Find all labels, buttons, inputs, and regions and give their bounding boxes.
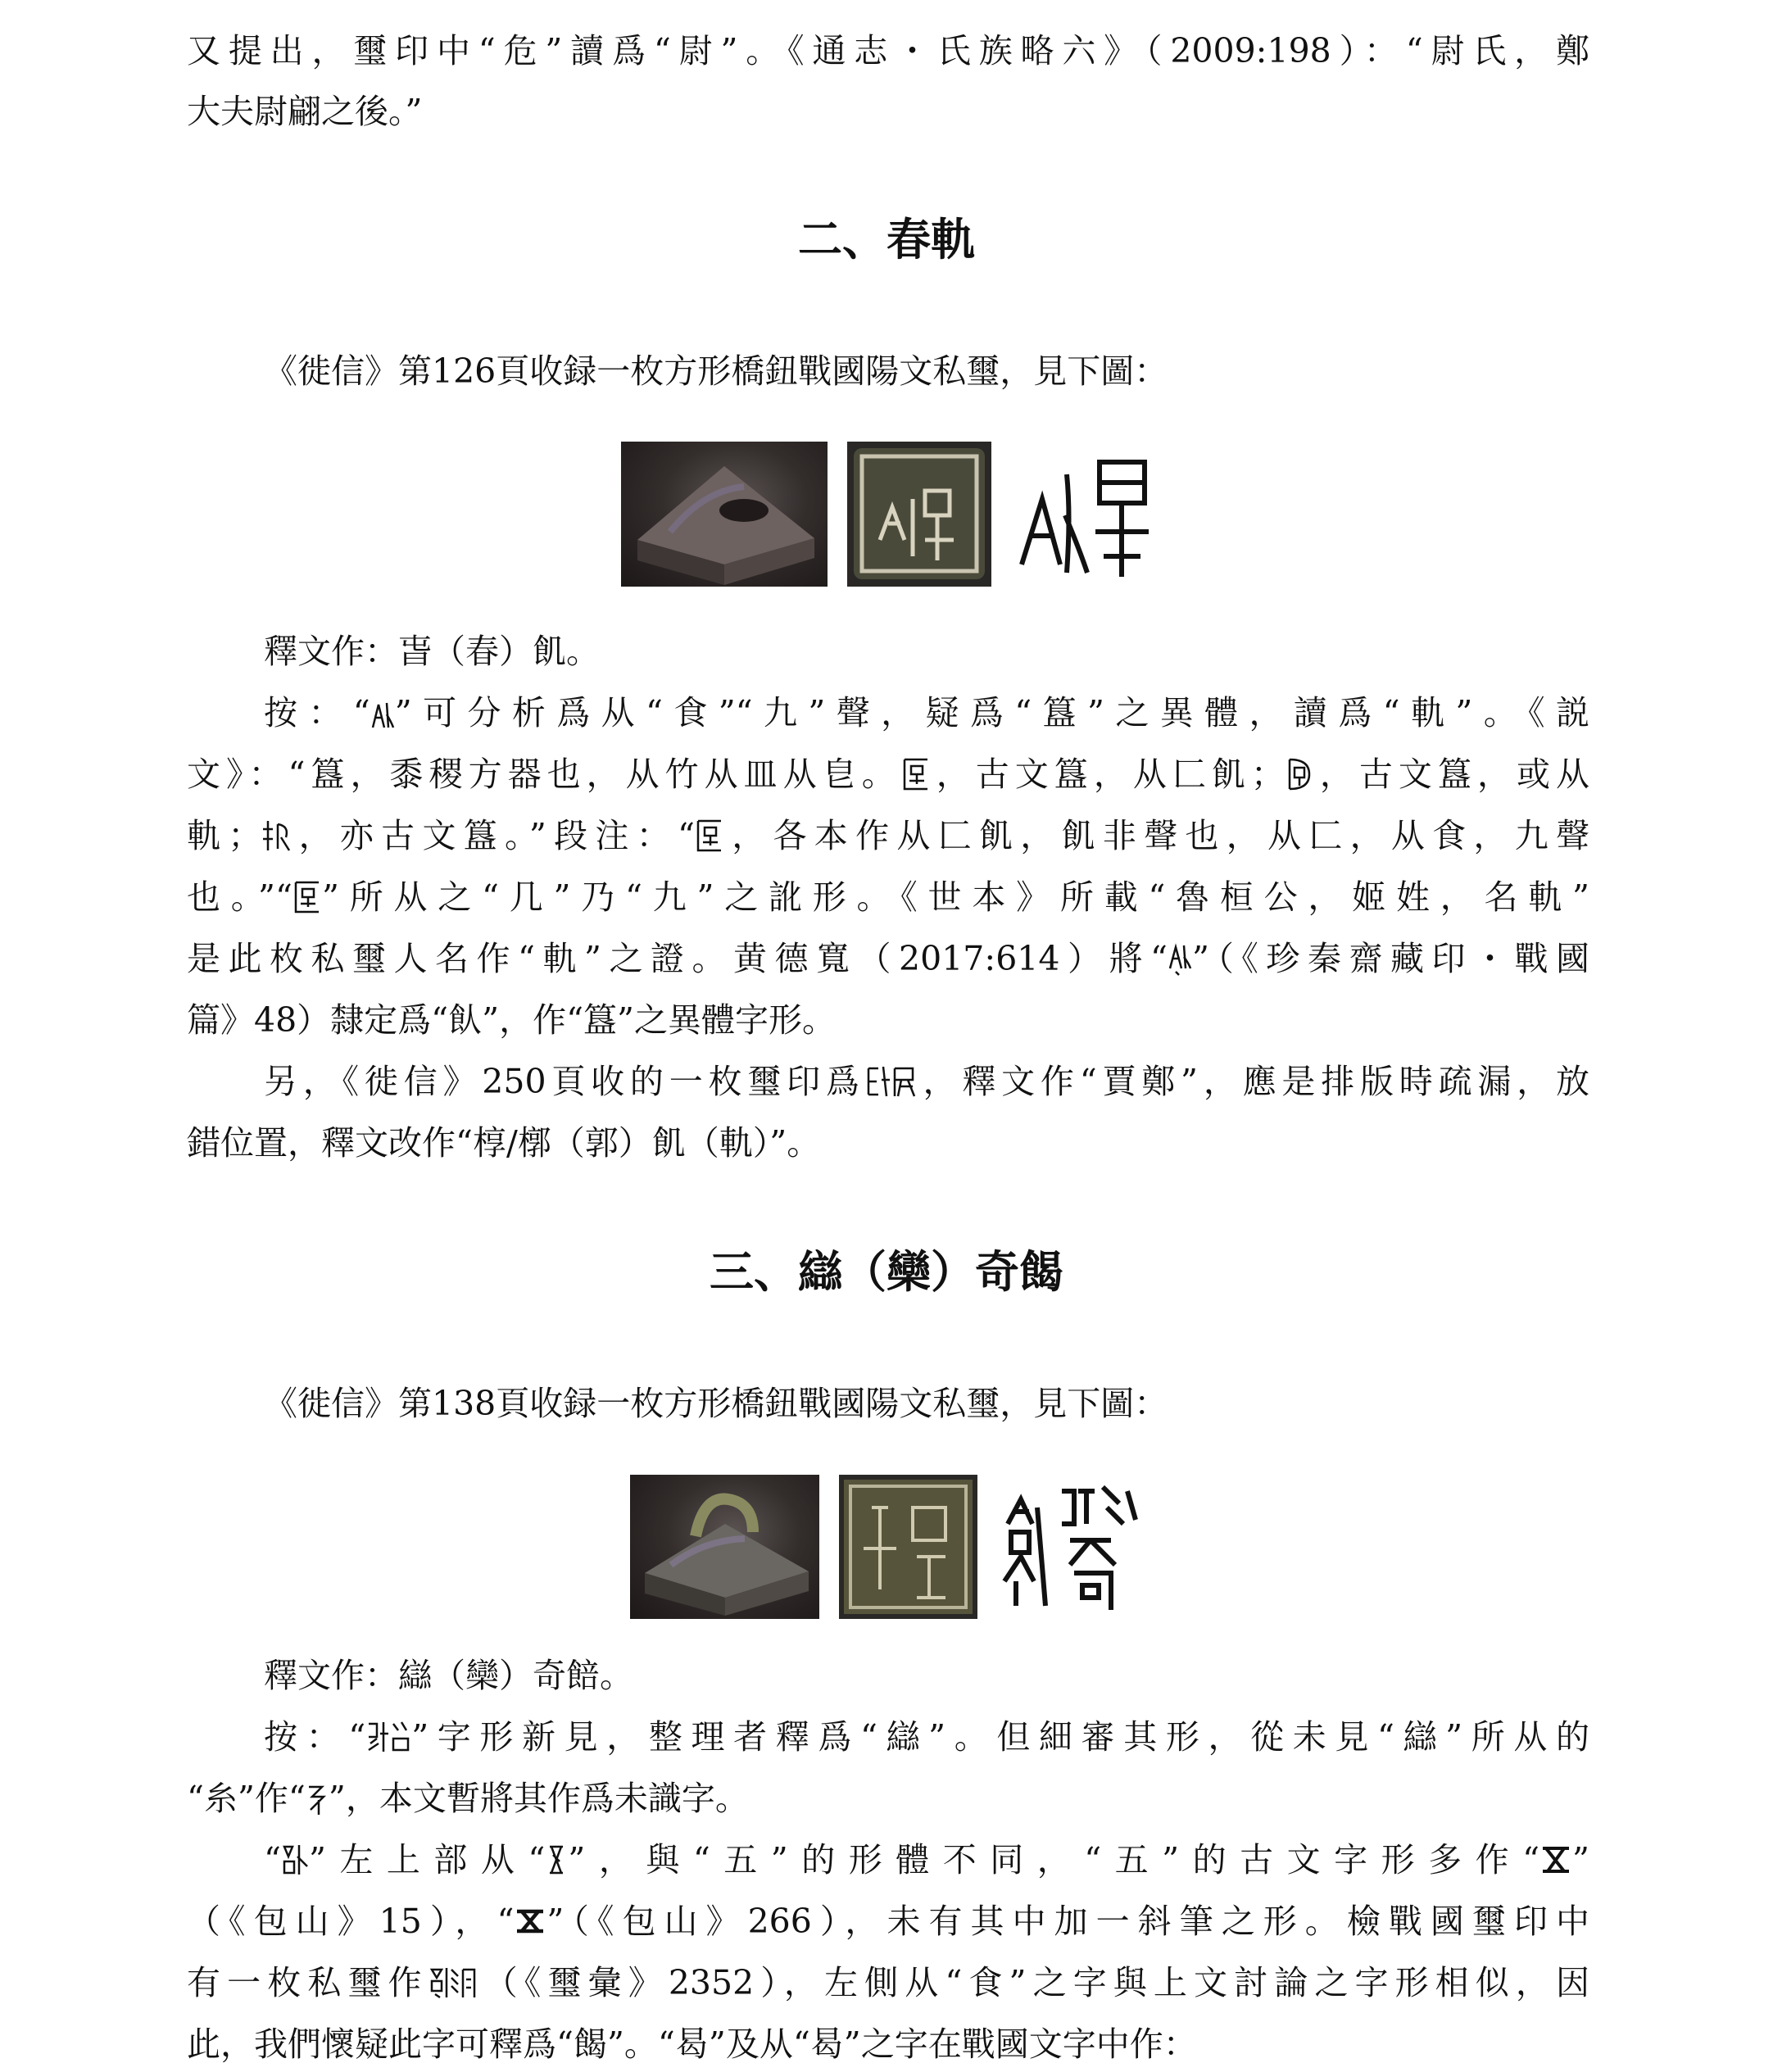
seal-script-glyph-icon — [281, 1842, 309, 1878]
seal-script-glyph-icon — [545, 1842, 568, 1878]
intro-line-1: 又提出，璽印中“危”讀爲“尉”。《通志・氏族略六》（2009:198）：“尉氏，鄭 — [187, 31, 1589, 70]
section-2-other-line-2: 錯位置，釋文改作“椁/槨（郭）飢（軌）”。 — [187, 1123, 821, 1163]
seal-script-glyph-icon — [865, 1063, 918, 1099]
section-2-note-line-2: 文》：“簋，黍稷方器也，从竹从皿从皀。 ，古文簋，从匚飢； ，古文簋，或从 — [187, 755, 1589, 794]
section-3-heading: 三、䜌（欒）奇餲 — [710, 1246, 1063, 1298]
seal-script-glyph-icon — [514, 1903, 546, 1939]
seal-photo-side — [630, 1475, 819, 1619]
section-3-transcription: 釋文作：䜌（欒）奇餢。 — [264, 1656, 633, 1695]
seal-photo-side — [621, 442, 828, 587]
seal-rubbing-icon — [1009, 442, 1160, 587]
seal-photo-icon — [621, 442, 828, 587]
section-2-note-line-3: 軌； ，亦古文簋。”段注：“ ，各本作从匚飢，飢非聲也，从匚，从食，九聲 — [187, 816, 1589, 855]
section-3-note1-line-2: “糸”作“ ”，本文暫將其作爲未識字。 — [187, 1779, 749, 1818]
seal-photo-face — [847, 442, 991, 587]
seal-rubbing-icon — [996, 1475, 1149, 1619]
section-2-heading: 二、春軌 — [798, 214, 975, 265]
section-3-lead: 《徙信》第138頁收録一枚方形橋鈕戰國陽文私璽，見下圖： — [264, 1384, 1168, 1423]
section-2-other-line-1: 另，《徙信》250頁收的一枚璽印爲 ，釋文作“賈鄭”，應是排版時疏漏，放 — [264, 1062, 1589, 1101]
section-3-note1-line-1: 按：“ ”字形新見，整理者釋爲“䜌”。但細審其形，從未見“䜌”所从的 — [264, 1717, 1589, 1757]
seal-script-glyph-icon — [1285, 756, 1314, 792]
section-2-lead: 《徙信》第126頁收録一枚方形橋鈕戰國陽文私璽，見下圖： — [264, 351, 1168, 391]
seal-photo-icon — [630, 1475, 819, 1619]
section-2-note-line-1: 按：“ ”可分析爲从“食”“九”聲，疑爲“簋”之異體，讀爲“軌”。《説 — [264, 693, 1589, 732]
section-2-transcription: 釋文作：旾（春）飢。 — [264, 632, 600, 671]
seal-photo-face — [839, 1475, 977, 1619]
section-3-note2-line-4: 此，我們懷疑此字可釋爲“餲”。“曷”及从“曷”之字在戰國文字中作： — [187, 2024, 1197, 2064]
seal-script-glyph-icon — [261, 818, 291, 854]
section-3-note2-line-1: “ ”左上部从“ ”，與“五”的形體不同，“五”的古文字形多作“ ” — [264, 1840, 1589, 1879]
seal-script-glyph-icon — [1168, 941, 1192, 977]
section-2-note-line-4: 也。”“ ”所从之“几”乃“九”之訛形。《世本》所載“魯桓公，姬姓，名軌” — [187, 877, 1589, 917]
section-2-note-line-5: 是此枚私璽人名作“軌”之證。黄德寬（2017:614）將“ ”（《珍秦齋藏印・戰國 — [187, 939, 1589, 978]
seal-script-glyph-icon — [292, 879, 322, 915]
section-2-note-line-6: 篇》48）隸定爲“飤”，作“簋”之異體字形。 — [187, 1000, 837, 1040]
seal-script-glyph-icon — [306, 1780, 329, 1816]
seal-script-glyph-icon — [695, 818, 724, 854]
seal-rubbing — [996, 1475, 1149, 1619]
seal-rubbing — [1009, 442, 1160, 587]
seal-script-glyph-icon — [901, 756, 931, 792]
seal-script-glyph-icon — [365, 1719, 411, 1755]
seal-script-glyph-icon — [370, 698, 395, 731]
section-3-note2-line-2: （《包山》15），“ ”（《包山》266），未有其中加一斜筆之形。檢戰國璽印中 — [187, 1902, 1589, 1941]
section-3-note2-line-3: 有一枚私璽作 （《璽彙》2352），左側从“食”之字與上文討論之字形相似，因 — [187, 1963, 1589, 2002]
seal-script-glyph-icon — [1539, 1842, 1572, 1878]
seal-script-glyph-icon — [429, 1965, 478, 2001]
intro-line-2: 大夫尉翩之後。” — [187, 92, 423, 131]
